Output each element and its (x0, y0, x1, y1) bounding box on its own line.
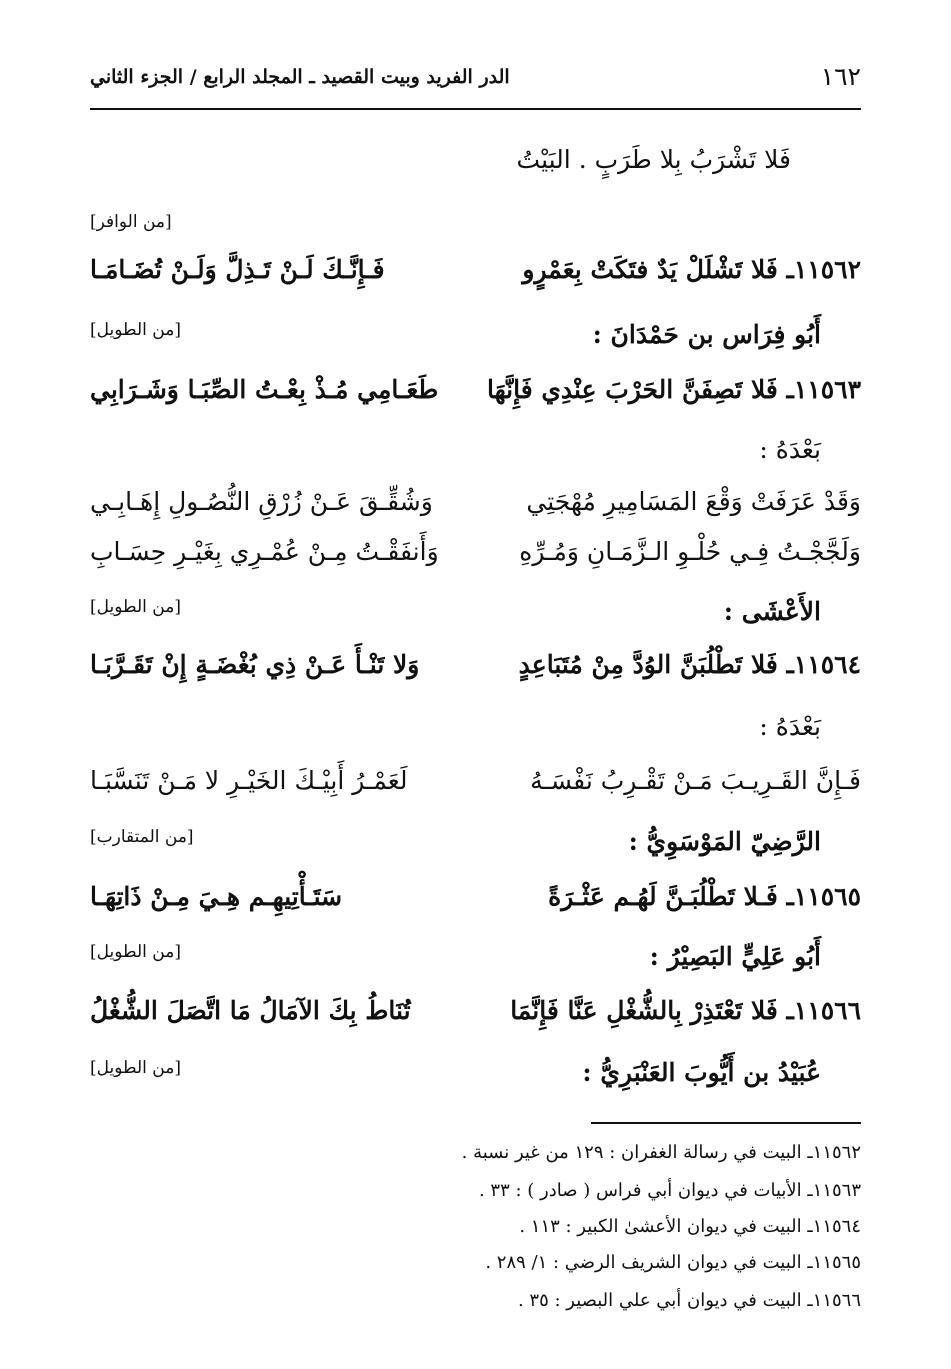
poet-name: الأَعْشَى : (723, 597, 821, 626)
meter-label: [من الوافر] (90, 212, 172, 232)
verse-line (90, 487, 861, 527)
poet-line (90, 942, 861, 982)
verse-second-hemistich: تُنَاطُ بِكَ الآمَالُ مَا اتَّصَلَ الشُّغْلُ (90, 996, 411, 1025)
page-number: ١٦٢ (820, 62, 861, 91)
verse-first-hemistich: وَقَدْ عَرَفَتْ وَقْعَ المَسَامِيرِ مُهْجَتِي (526, 487, 861, 516)
verse-line (90, 650, 861, 690)
verse-second-hemistich: طَعَـامِي مُـذْ بِعْـتُ الصِّبَـا وَشَـرَابِي (90, 375, 439, 404)
verse-second-hemistich: وَلا تَنْـأَ عَـنْ ذِي بُغْضَـةٍ إِنْ تَقَـرَّبَـا (90, 650, 420, 679)
prose-text: بَعْدَهُ : (759, 712, 821, 741)
poet-line (90, 320, 861, 360)
poet-line (90, 1058, 861, 1098)
verse-first-hemistich: ١١٥٦٢ـ فَلا تَشْلَلْ يَدٌ فتَكَتْ بِعَمْرٍو (522, 255, 861, 284)
footnote: ١١٥٦٦ـ البيت في ديوان أبي علي البصير : ٣٥ . (517, 1290, 861, 1311)
prose-line (90, 712, 861, 752)
prose-text: فَلا تَشْرَبُ بِلا طَرَبٍ . البَيْتُ (516, 145, 791, 174)
verse-first-hemistich: ١١٥٦٥ـ فَـلا تَطْلُبَـنَّ لَهُـم عَثْـرَةً (548, 882, 861, 911)
footnote: ١١٥٦٤ـ البيت في ديوان الأعشىٰ الكبير : ١١٣ . (519, 1216, 861, 1237)
verse-line (90, 996, 861, 1036)
verse-first-hemistich: ١١٥٦٣ـ فَلا تَصِفَنَّ الحَرْبَ عِنْدِي فَإِنَّهَا (486, 375, 861, 404)
header-rule (90, 108, 861, 110)
meter-label: [من المتقارب] (90, 827, 194, 847)
verse-first-hemistich: وَلَجَّجْـتُ فِـي حُلْـوِ الـزَّمَـانِ وَمُـرِّهِ (519, 537, 861, 566)
meter-label: [من الطويل] (90, 942, 181, 962)
poet-line (90, 827, 861, 867)
verse-line (90, 537, 861, 577)
verse-first-hemistich: ١١٥٦٦ـ فَلا تَعْتَذِرْ بِالشُّغْلِ عَنَّا فَإِنَّمَا (510, 996, 861, 1025)
verse-second-hemistich: لَعَمْـرُ أَبِيْـكَ الخَيْـرِ لا مَـنْ تَنَسَّبَـا (90, 766, 408, 795)
verse-second-hemistich: وَأَنفَقْـتُ مِـنْ عُمْـرِي بِغَيْـرِ حِسَـابِ (90, 537, 439, 566)
running-header-title: الدر الفريد وبيت القصيد ـ المجلد الرابع / الجزء الثاني (90, 66, 510, 88)
poet-line (90, 597, 861, 637)
footnote-rule (591, 1122, 861, 1124)
prose-line (90, 145, 861, 185)
poet-name: عُبَيْدُ بن أَيُّوبَ العَنْبَرِيُّ : (582, 1058, 821, 1087)
meter-label: [من الطويل] (90, 1058, 181, 1078)
footnote: ١١٥٦٢ـ البيت في رسالة الغفران : ١٢٩ من غير نسبة . (461, 1142, 861, 1163)
meter-label: [من الطويل] (90, 597, 181, 617)
verse-first-hemistich: فَـإِنَّ القَـرِيـبَ مَـنْ تَقْـرِبُ نَفْسَـهُ (530, 766, 861, 795)
footnote: ١١٥٦٥ـ البيت في ديوان الشريف الرضي : ١/ ٢٨٩ . (485, 1252, 861, 1273)
verse-line (90, 375, 861, 415)
footnote: ١١٥٦٣ـ الأبيات في ديوان أبي فراس ( صادر ) : ٣٣ . (478, 1180, 861, 1201)
prose-text: بَعْدَهُ : (759, 435, 821, 464)
verse-first-hemistich: ١١٥٦٤ـ فَلا تَطْلُبَنَّ الوُدَّ مِنْ مُتَبَاعِدٍ (518, 650, 861, 679)
poet-name: الرَّضِيّ المَوْسَوِيُّ : (628, 827, 821, 856)
meter-label: [من الطويل] (90, 320, 181, 340)
verse-line (90, 255, 861, 295)
prose-line (90, 435, 861, 475)
verse-line (90, 766, 861, 806)
poet-name: أَبُو فِرَاس بن حَمْدَانَ : (592, 320, 821, 349)
verse-second-hemistich: فَـإِنَّـكَ لَـنْ تَـذِلَّ وَلَـنْ تُضَـامَـا (90, 255, 385, 284)
verse-line (90, 882, 861, 922)
poet-name: أَبُو عَلِيٍّ البَصِيْرُ : (649, 942, 821, 971)
verse-second-hemistich: وَشُقِّـقَ عَـنْ زُرْقِ النُّصُـولِ إِهَـابِـي (90, 487, 433, 516)
verse-second-hemistich: سَتَـأْتِيهِـم هِـيَ مِـنْ ذَاتِهَـا (90, 882, 343, 911)
